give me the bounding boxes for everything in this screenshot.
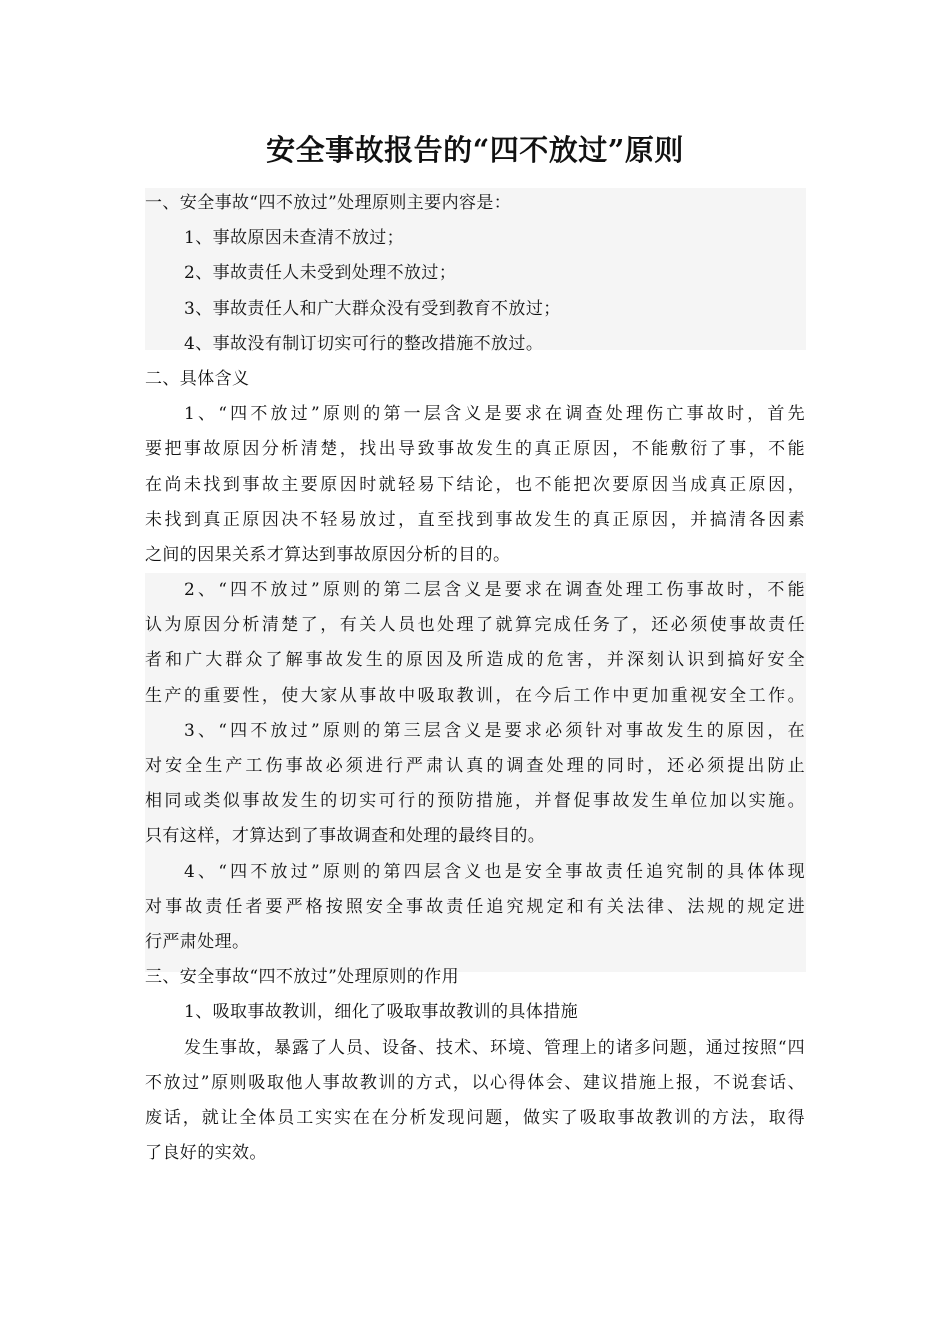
text-line: 3、“四不放过”原则的第三层含义是要求必须针对事故发生的原因，在 [184,720,805,741]
text-line: 在尚未找到事故主要原因时就轻易下结论，也不能把次要原因当成真正原因， [145,474,805,495]
text-line: 了良好的实效。 [145,1143,267,1164]
text-line: 发生事故，暴露了人员、设备、技术、环境、管理上的诸多问题，通过按照“四 [184,1037,805,1058]
text-line: 三、安全事故“四不放过”处理原则的作用 [145,967,459,988]
text-line: 未找到真正原因决不轻易放过，直至找到事故发生的真正原因，并搞清各因素 [145,509,805,530]
text-line: 之间的因果关系才算达到事故原因分析的目的。 [145,544,511,565]
text-line: 1、吸取事故教训，细化了吸取事故教训的具体措施 [184,1002,579,1023]
document-title: 安全事故报告的“四不放过”原则 [266,133,684,167]
text-line: 者和广大群众了解事故发生的原因及所造成的危害，并深刻认识到搞好安全 [145,650,805,671]
text-line: 2、“四不放过”原则的第二层含义是要求在调查处理工伤事故时，不能 [184,580,805,601]
text-line: 相同或类似事故发生的切实可行的预防措施，并督促事故发生单位加以实施。 [145,791,805,812]
text-line: 2、事故责任人未受到处理不放过； [184,263,457,284]
text-line: 只有这样，才算达到了事故调查和处理的最终目的。 [145,826,546,847]
text-line: 1、“四不放过”原则的第一层含义是要求在调查处理伤亡事故时，首先 [184,404,805,425]
text-line: 不放过”原则吸取他人事故教训的方式，以心得体会、建议措施上报，不说套话、 [145,1072,805,1093]
text-line: 4、“四不放过”原则的第四层含义也是安全事故责任追究制的具体体现 [184,861,805,882]
text-line: 对安全生产工伤事故必须进行严肃认真的调查处理的同时，还必须提出防止 [145,756,805,776]
text-line: 3、事故责任人和广大群众没有受到教育不放过； [184,298,561,319]
text-line: 对事故责任者要严格按照安全事故责任追究规定和有关法律、法规的规定进 [145,896,805,917]
text-line: 4、事故没有制订切实可行的整改措施不放过。 [184,333,544,354]
text-line: 认为原因分析清楚了，有关人员也处理了就算完成任务了，还必须使事故责任 [145,615,805,636]
text-line: 二、具体含义 [145,368,250,389]
text-line: 1、事故原因未查清不放过； [184,228,405,249]
text-line: 要把事故原因分析清楚，找出导致事故发生的真正原因，不能敷衍了事，不能 [145,439,805,460]
document-body [145,186,805,1171]
text-line: 一、安全事故“四不放过”处理原则主要内容是： [145,193,512,213]
text-line: 生产的重要性，使大家从事故中吸取教训，在今后工作中更加重视安全工作。 [145,685,805,706]
text-line: 废话，就让全体员工实实在在分析发现问题，做实了吸取事故教训的方法，取得 [145,1107,805,1128]
text-line: 行严肃处理。 [145,931,250,952]
